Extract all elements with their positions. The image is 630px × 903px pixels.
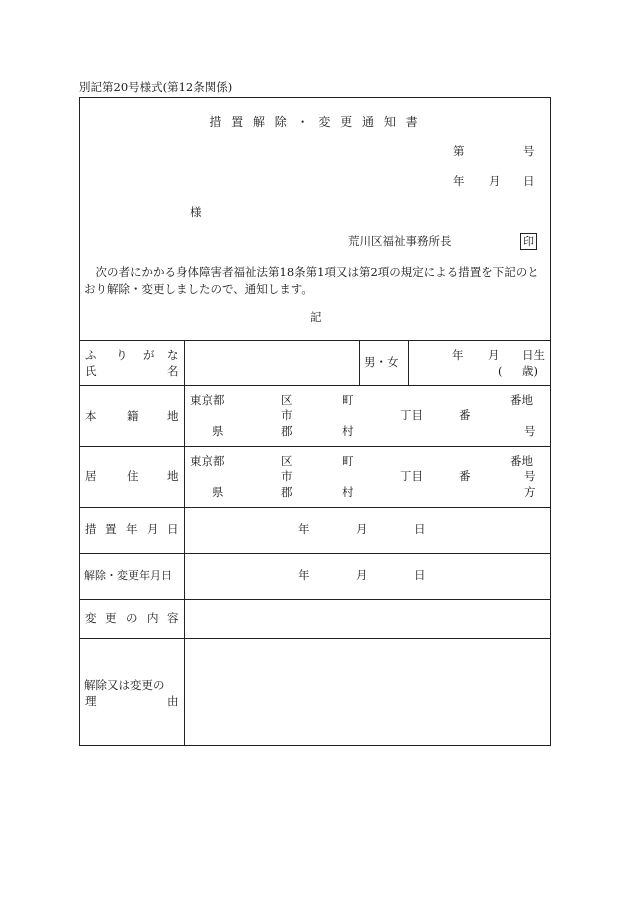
furigana-label-3: が: [143, 348, 155, 362]
kyoju-banchi: 番地: [510, 454, 533, 468]
number-prefix: 第: [453, 144, 465, 158]
sochi-day: 日: [414, 522, 426, 536]
henko-label-4: 内: [147, 611, 159, 625]
kyoju-go: 号: [524, 469, 536, 483]
ki-heading: 記: [310, 310, 322, 324]
honseki-machi: 町: [342, 393, 354, 407]
riyu-label-2a: 理: [85, 694, 97, 708]
kaijo-month: 月: [356, 568, 368, 582]
grid-line: [79, 340, 551, 341]
grid-line: [79, 385, 551, 386]
kyoju-ken: 県: [212, 485, 224, 499]
birth-year: 年: [452, 348, 464, 362]
sochi-label-2: 置: [105, 522, 117, 536]
kyoju-machi: 町: [342, 454, 354, 468]
age-open: (: [498, 364, 503, 378]
riyu-label-line1: 解除又は変更の: [84, 678, 165, 692]
sender-name: 荒川区福祉事務所長: [348, 234, 452, 248]
honseki-label-3: 地: [167, 409, 179, 423]
honseki-ken: 県: [212, 424, 224, 438]
birth-day: 日生: [522, 348, 545, 362]
grid-line: [79, 553, 551, 554]
kyoju-label-2: 住: [127, 469, 139, 483]
kyoju-ku: 区: [281, 454, 293, 468]
sochi-month: 月: [356, 522, 368, 536]
sochi-label-1: 措: [85, 522, 97, 536]
honseki-banchi: 番地: [510, 393, 533, 407]
label-column-divider: [184, 340, 185, 746]
kyoju-shi: 市: [281, 469, 293, 483]
grid-line: [79, 446, 551, 447]
honseki-gun: 郡: [281, 424, 293, 438]
kyoju-mura: 村: [342, 485, 354, 499]
notice-paragraph: 次の者にかかる身体障害者福祉法第18条第1項又は第2項の規定による措置を下記のとおり解除・変更しましたので、通知します。: [84, 265, 539, 296]
grid-line: [79, 507, 551, 508]
kaijo-label: 解除・変更年月日: [84, 569, 172, 582]
form-title: 措 置 解 除 ・ 変 更 通 知 書: [209, 115, 421, 129]
kyoju-gun: 郡: [281, 485, 293, 499]
honseki-go: 号: [524, 424, 536, 438]
kyoju-label-3: 地: [167, 469, 179, 483]
kaijo-day: 日: [414, 568, 426, 582]
sochi-label-5: 日: [167, 522, 179, 536]
name-label-1: 氏: [85, 364, 97, 378]
gender-divider-right: [408, 340, 409, 385]
date-day: 日: [523, 174, 535, 188]
henko-label-3: の: [126, 611, 138, 625]
honseki-label-1: 本: [85, 409, 97, 423]
henko-label-2: 更: [105, 611, 117, 625]
sochi-year: 年: [298, 522, 310, 536]
form-caption: 別記第20号様式(第12条関係): [79, 80, 233, 94]
grid-line: [79, 599, 551, 600]
kyoju-label-1: 居: [85, 469, 97, 483]
riyu-label-2b: 由: [167, 694, 179, 708]
form-frame: [79, 97, 551, 746]
kyoju-kata: 方: [524, 485, 536, 499]
number-suffix: 号: [523, 144, 535, 158]
henko-label-1: 変: [85, 611, 97, 625]
honseki-chome: 丁目: [400, 408, 423, 422]
kyoju-ban: 番: [459, 469, 471, 483]
grid-line: [79, 638, 551, 639]
name-label-2: 名: [167, 364, 179, 378]
date-year: 年: [453, 174, 465, 188]
honseki-shi: 市: [281, 408, 293, 422]
age-close: 歳): [522, 364, 538, 378]
kyoju-chome: 丁目: [400, 469, 423, 483]
furigana-label-1: ふ: [85, 348, 97, 362]
furigana-label-4: な: [167, 348, 179, 362]
birth-month: 月: [488, 348, 500, 362]
recipient-honorific: 様: [190, 205, 202, 219]
gender-options: 男・女: [364, 355, 399, 369]
sochi-label-3: 年: [126, 522, 138, 536]
honseki-mura: 村: [342, 424, 354, 438]
honseki-tokyo: 東京都: [190, 393, 225, 407]
honseki-ku: 区: [281, 393, 293, 407]
kyoju-tokyo: 東京都: [190, 454, 225, 468]
henko-label-5: 容: [167, 611, 179, 625]
seal-mark: 印: [520, 233, 537, 250]
sochi-label-4: 月: [147, 522, 159, 536]
date-month: 月: [489, 174, 501, 188]
honseki-ban: 番: [459, 408, 471, 422]
gender-divider-left: [359, 340, 360, 385]
honseki-label-2: 籍: [127, 409, 139, 423]
furigana-label-2: り: [116, 348, 128, 362]
kaijo-year: 年: [298, 568, 310, 582]
